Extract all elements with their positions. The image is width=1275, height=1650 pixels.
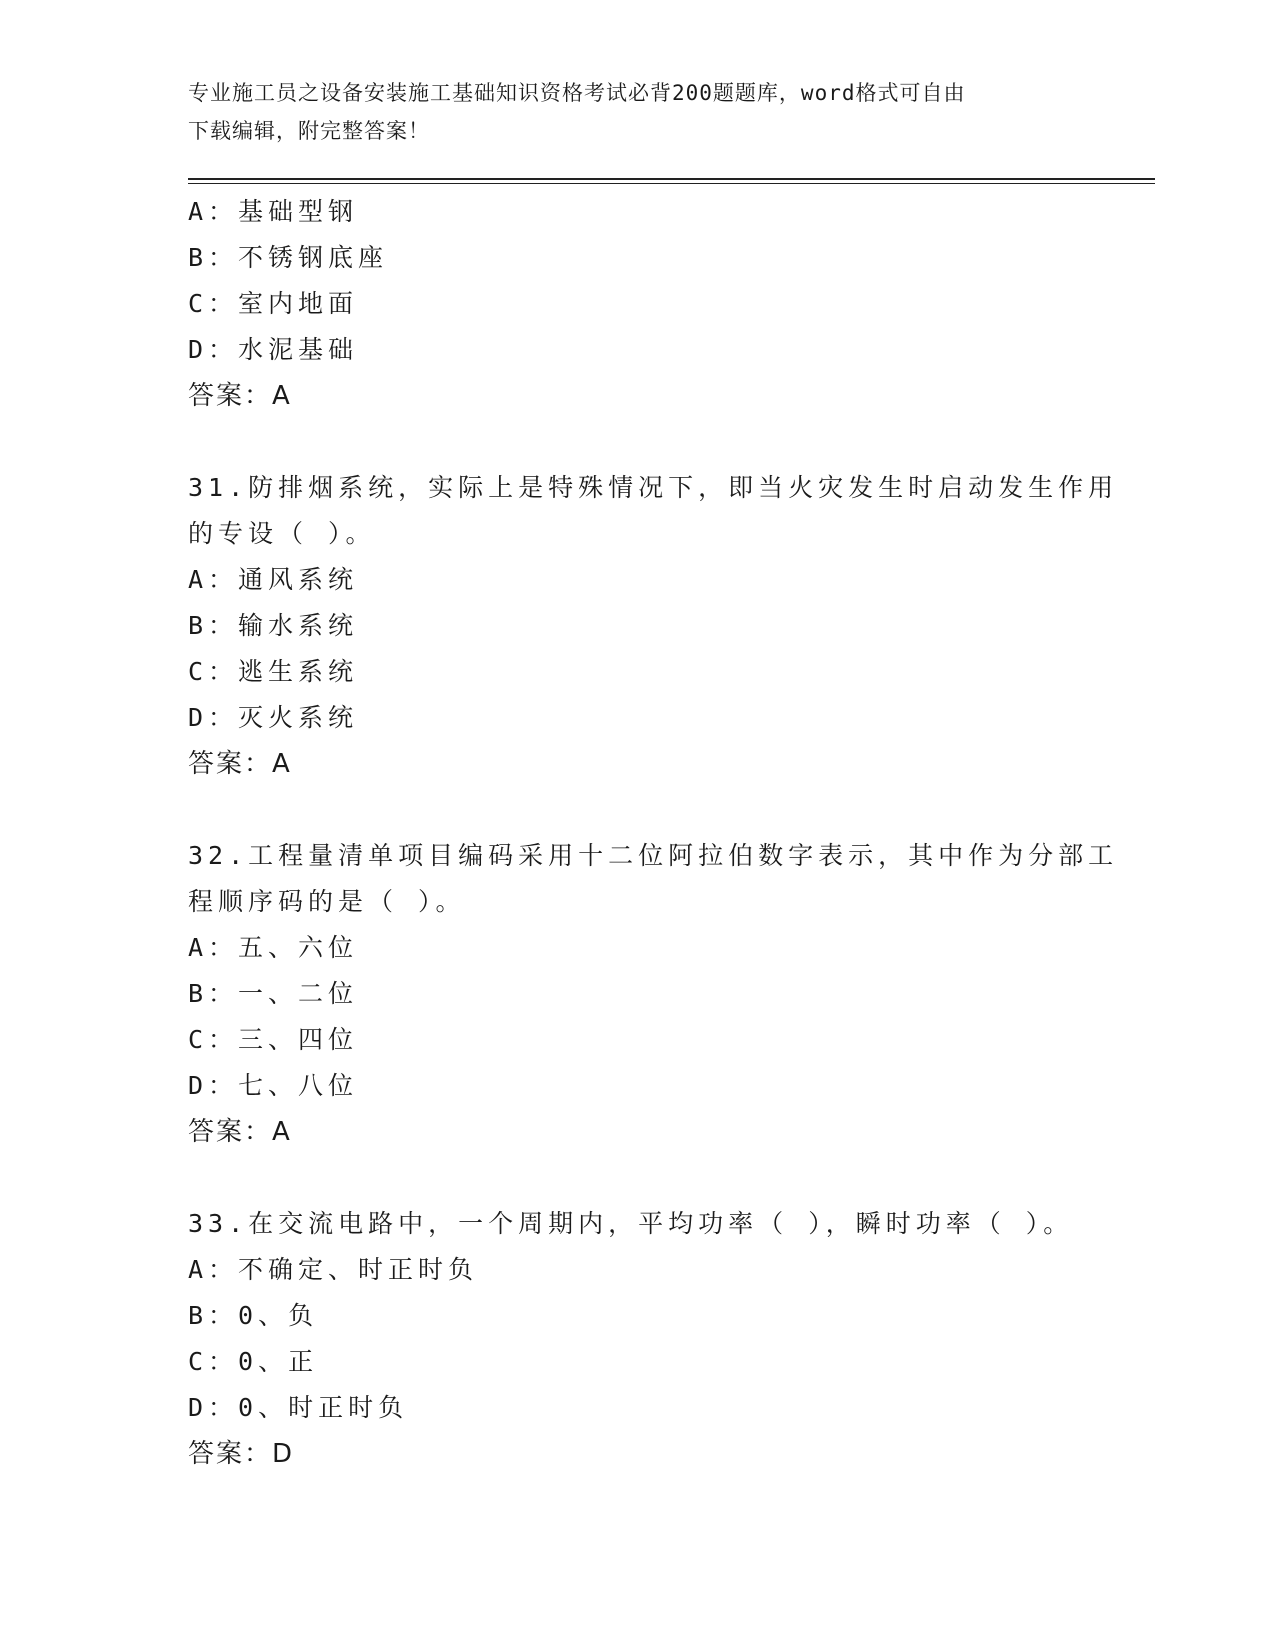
option-a: A：通风系统 bbox=[188, 565, 359, 594]
header-line-1: 专业施工员之设备安装施工基础知识资格考试必背200题题库，word格式可自由 bbox=[188, 81, 966, 105]
header-line-2: 下载编辑，附完整答案！ bbox=[188, 119, 430, 143]
question-text-line: 的专设（ ）。 bbox=[188, 519, 376, 548]
question-31 bbox=[188, 465, 1119, 787]
option-b: B：一、二位 bbox=[188, 979, 359, 1008]
option-a: A：基础型钢 bbox=[188, 197, 359, 226]
answer: 答案：A bbox=[188, 381, 292, 411]
question-33 bbox=[188, 1201, 1088, 1477]
option-a: A：五、六位 bbox=[188, 933, 359, 962]
header-divider bbox=[188, 178, 1155, 180]
question-text-line: 33.在交流电路中，一个周期内，平均功率（ ），瞬时功率（ ）。 bbox=[188, 1209, 1074, 1238]
question-text bbox=[188, 1201, 1088, 1247]
answer: 答案：A bbox=[188, 749, 292, 779]
header-divider-thin bbox=[188, 183, 1155, 184]
question-32 bbox=[188, 833, 1119, 1155]
option-c: C：0、正 bbox=[188, 1347, 319, 1376]
option-d: D：0、时正时负 bbox=[188, 1393, 409, 1422]
question-list bbox=[188, 189, 1119, 1477]
question-text-line: 32.工程量清单项目编码采用十二位阿拉伯数字表示，其中作为分部工 bbox=[188, 841, 1119, 870]
question-text bbox=[188, 833, 1119, 925]
question-text-line: 程顺序码的是（ ）。 bbox=[188, 887, 466, 916]
question-text bbox=[188, 465, 1119, 557]
option-b: B：不锈钢底座 bbox=[188, 243, 389, 272]
option-c: C：逃生系统 bbox=[188, 657, 359, 686]
option-b: B：输水系统 bbox=[188, 611, 359, 640]
option-b: B：0、负 bbox=[188, 1301, 319, 1330]
option-a: A：不确定、时正时负 bbox=[188, 1255, 479, 1284]
option-d: D：水泥基础 bbox=[188, 335, 359, 364]
answer: 答案：D bbox=[188, 1439, 295, 1469]
question-text-line: 31.防排烟系统，实际上是特殊情况下，即当火灾发生时启动发生作用 bbox=[188, 473, 1119, 502]
option-d: D：灭火系统 bbox=[188, 703, 359, 732]
question-30-continuation bbox=[188, 189, 1088, 419]
option-c: C：室内地面 bbox=[188, 289, 359, 318]
option-d: D：七、八位 bbox=[188, 1071, 359, 1100]
answer: 答案：A bbox=[188, 1117, 292, 1147]
document-header bbox=[188, 74, 1088, 150]
option-c: C：三、四位 bbox=[188, 1025, 359, 1054]
